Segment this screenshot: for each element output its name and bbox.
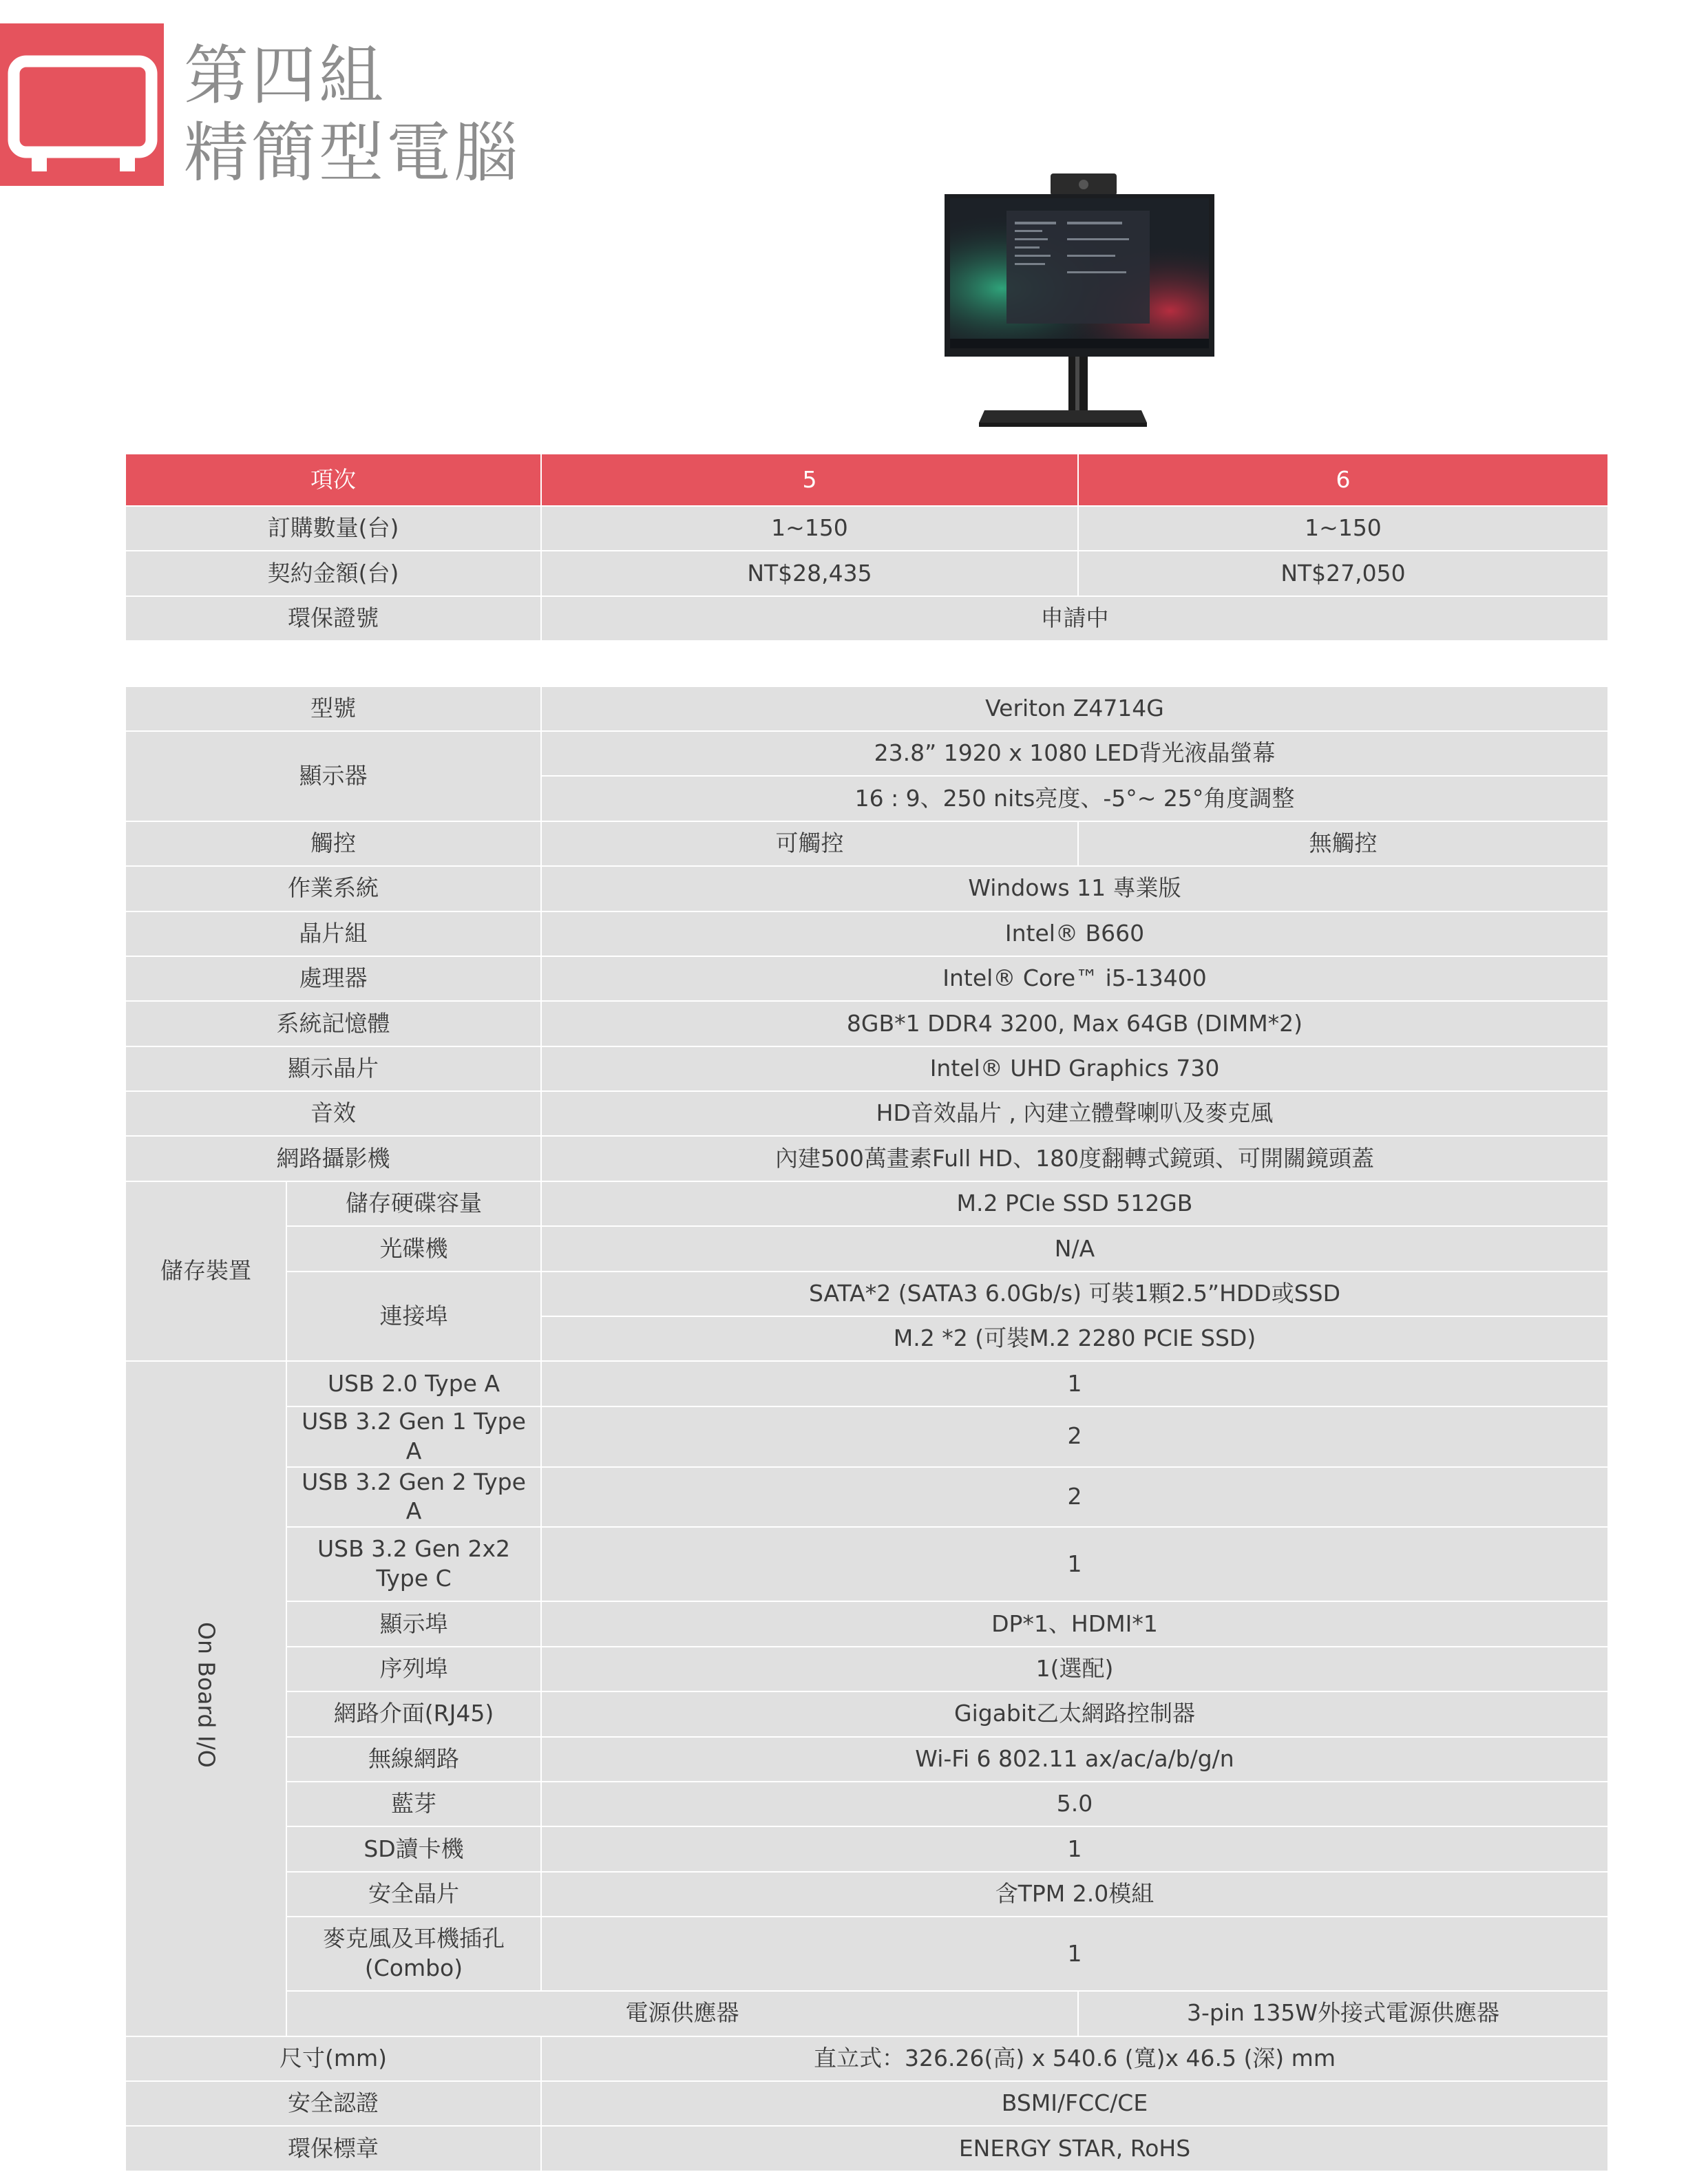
order-qty-5: 1~150 bbox=[541, 506, 1078, 551]
table-row bbox=[125, 1136, 1608, 1181]
row-label: 序列埠 bbox=[286, 1647, 541, 1691]
touch-value-6: 無觸控 bbox=[1078, 821, 1608, 866]
contract-price-5: NT$28,435 bbox=[541, 551, 1078, 595]
memory-value: 8GB*1 DDR4 3200, Max 64GB (DIMM*2) bbox=[541, 1001, 1608, 1046]
row-label: 無線網路 bbox=[286, 1737, 541, 1782]
category-title-line2: 精簡型電腦 bbox=[184, 116, 522, 191]
row-label: 晶片組 bbox=[125, 911, 541, 956]
optical-value: N/A bbox=[541, 1226, 1608, 1271]
table-row bbox=[125, 1001, 1608, 1046]
psu-value: 3-pin 135W外接式電源供應器 bbox=[1078, 1991, 1608, 2036]
usb20a-value: 1 bbox=[541, 1361, 1608, 1406]
item-6-header: 6 bbox=[1078, 454, 1608, 506]
table-row bbox=[125, 551, 1608, 595]
touch-value-5: 可觸控 bbox=[541, 821, 1078, 866]
row-label: 網路介面(RJ45) bbox=[286, 1691, 541, 1736]
table-row bbox=[125, 1826, 1608, 1871]
safety-value: BSMI/FCC/CE bbox=[541, 2081, 1608, 2126]
row-label bbox=[286, 1527, 541, 1601]
table-row bbox=[125, 2036, 1608, 2081]
row-label: 光碟機 bbox=[286, 1226, 541, 1271]
io-group-label bbox=[125, 1361, 286, 2036]
chipset-value: Intel® B660 bbox=[541, 911, 1608, 956]
size-value: 直立式：326.26(高) x 540.6 (寬)x 46.5 (深) mm bbox=[541, 2036, 1608, 2081]
row-label-line: USB 3.2 Gen 2x2 bbox=[317, 1535, 510, 1563]
table-row bbox=[125, 1691, 1608, 1736]
table-row bbox=[125, 2126, 1608, 2171]
row-label-line: (Combo) bbox=[364, 1954, 463, 1982]
row-label: 安全晶片 bbox=[286, 1872, 541, 1917]
table-row bbox=[125, 1917, 1608, 1991]
row-label: 環保證號 bbox=[125, 596, 541, 641]
order-qty-6: 1~150 bbox=[1078, 506, 1608, 551]
row-label: 作業系統 bbox=[125, 866, 541, 911]
table-header-row bbox=[125, 454, 1608, 506]
table-row bbox=[125, 1527, 1608, 1601]
category-badge bbox=[0, 23, 164, 186]
usb32g1a-value: 2 bbox=[541, 1406, 1608, 1467]
table-row bbox=[125, 506, 1608, 551]
row-label: 型號 bbox=[125, 686, 541, 731]
table-row bbox=[125, 1091, 1608, 1136]
table-row bbox=[125, 911, 1608, 956]
table-row bbox=[125, 1272, 1608, 1316]
row-label: 電源供應器 bbox=[286, 1991, 1078, 2036]
category-title-line1: 第四組 bbox=[184, 39, 387, 114]
table-row bbox=[125, 1782, 1608, 1826]
storage-ports-value-1: SATA*2 (SATA3 6.0Gb/s) 可裝1顆2.5”HDD或SSD bbox=[541, 1272, 1608, 1316]
audio-value: HD音效晶片 , 內建立體聲喇叭及麥克風 bbox=[541, 1091, 1608, 1136]
row-label: USB 2.0 Type A bbox=[286, 1361, 541, 1406]
row-label: 儲存硬碟容量 bbox=[286, 1181, 541, 1226]
graphics-value: Intel® UHD Graphics 730 bbox=[541, 1046, 1608, 1091]
table-row bbox=[125, 731, 1608, 776]
table-row bbox=[125, 1647, 1608, 1691]
lan-value: Gigabit乙太網路控制器 bbox=[541, 1691, 1608, 1736]
row-label bbox=[286, 1917, 541, 1991]
model-value: Veriton Z4714G bbox=[541, 686, 1608, 731]
table-row bbox=[125, 1361, 1608, 1406]
row-label: USB 3.2 Gen 1 Type A bbox=[286, 1406, 541, 1467]
item-5-header: 5 bbox=[541, 454, 1078, 506]
display-value-1: 23.8” 1920 x 1080 LED背光液晶螢幕 bbox=[541, 731, 1608, 776]
storage-group-label: 儲存裝置 bbox=[125, 1181, 286, 1362]
row-label: 安全認證 bbox=[125, 2081, 541, 2126]
table-row bbox=[125, 1737, 1608, 1782]
contract-price-6: NT$27,050 bbox=[1078, 551, 1608, 595]
row-label: 處理器 bbox=[125, 956, 541, 1001]
row-label: 契約金額(台) bbox=[125, 551, 541, 595]
combo-value: 1 bbox=[541, 1917, 1608, 1991]
section-gap bbox=[125, 641, 1608, 686]
table-row bbox=[125, 686, 1608, 731]
display-value-2: 16 : 9、250 nits亮度、-5°~ 25°角度調整 bbox=[541, 776, 1608, 821]
eco-cert-no-value: 申請中 bbox=[541, 596, 1608, 641]
item-header: 項次 bbox=[125, 454, 541, 506]
display-port-value: DP*1、HDMI*1 bbox=[541, 1601, 1608, 1646]
eco-label-value: ENERGY STAR, RoHS bbox=[541, 2126, 1608, 2171]
storage-ports-value-2: M.2 *2 (可裝M.2 2280 PCIE SSD) bbox=[541, 1316, 1608, 1361]
row-label: 顯示埠 bbox=[286, 1601, 541, 1646]
table-row bbox=[125, 1872, 1608, 1917]
table-row bbox=[125, 2081, 1608, 2126]
serial-value: 1(選配) bbox=[541, 1647, 1608, 1691]
row-label: 顯示晶片 bbox=[125, 1046, 541, 1091]
row-label: 藍芽 bbox=[286, 1782, 541, 1826]
row-label: 顯示器 bbox=[125, 731, 541, 821]
table-row bbox=[125, 1226, 1608, 1271]
row-label: 環保標章 bbox=[125, 2126, 541, 2171]
webcam-value: 內建500萬畫素Full HD、180度翻轉式鏡頭、可開關鏡頭蓋 bbox=[541, 1136, 1608, 1181]
table-row bbox=[125, 596, 1608, 641]
spec-table bbox=[125, 453, 1609, 2172]
row-label: 音效 bbox=[125, 1091, 541, 1136]
table-row bbox=[125, 956, 1608, 1001]
table-row bbox=[125, 1046, 1608, 1091]
row-label: 訂購數量(台) bbox=[125, 506, 541, 551]
table-row bbox=[125, 1991, 1608, 2036]
cpu-value: Intel® Core™ i5-13400 bbox=[541, 956, 1608, 1001]
monitor-icon bbox=[0, 23, 164, 186]
row-label: 連接埠 bbox=[286, 1272, 541, 1362]
product-image bbox=[896, 158, 1227, 447]
row-label: 觸控 bbox=[125, 821, 541, 866]
wifi-value: Wi-Fi 6 802.11 ax/ac/a/b/g/n bbox=[541, 1737, 1608, 1782]
io-group-text: On Board I/O bbox=[193, 1622, 220, 1768]
sd-value: 1 bbox=[541, 1826, 1608, 1871]
row-label: 系統記憶體 bbox=[125, 1001, 541, 1046]
tpm-value: 含TPM 2.0模組 bbox=[541, 1872, 1608, 1917]
storage-capacity-value: M.2 PCIe SSD 512GB bbox=[541, 1181, 1608, 1226]
row-label: 網路攝影機 bbox=[125, 1136, 541, 1181]
table-row bbox=[125, 1467, 1608, 1528]
table-row bbox=[125, 1601, 1608, 1646]
table-row bbox=[125, 866, 1608, 911]
row-label: SD讀卡機 bbox=[286, 1826, 541, 1871]
bluetooth-value: 5.0 bbox=[541, 1782, 1608, 1826]
table-row bbox=[125, 1406, 1608, 1467]
os-value: Windows 11 專業版 bbox=[541, 866, 1608, 911]
table-row bbox=[125, 1181, 1608, 1226]
row-label: 尺寸(mm) bbox=[125, 2036, 541, 2081]
table-row bbox=[125, 821, 1608, 866]
row-label: USB 3.2 Gen 2 Type A bbox=[286, 1467, 541, 1528]
usb32g2x2c-value: 1 bbox=[541, 1527, 1608, 1601]
row-label-line: Type C bbox=[376, 1565, 452, 1592]
usb32g2a-value: 2 bbox=[541, 1467, 1608, 1528]
row-label-line: 麥克風及耳機插孔 bbox=[323, 1925, 505, 1952]
